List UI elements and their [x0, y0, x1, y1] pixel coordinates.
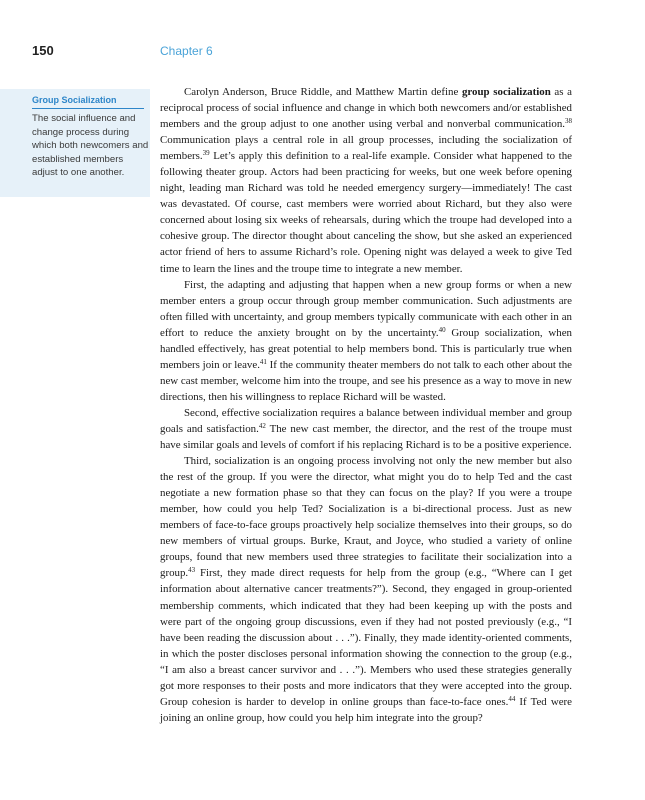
- text-segment: Let’s apply this definition to a real-life example. Consider what happened to the following theater group. Actors had been practicing for weeks, but one week before opening night, leading man Richard was told he needed emergency surgery—immediately! The cast was devastated. Of course, cast members were worried about Richard, but they also were concerned about losing six weeks of rehearsals, during which the troupe had developed into a cohesive group. The director thought about canceling the show, but she asked an experienced actor friend of hers to assume Richard’s role. Opening night was delayed a week to give Ted time to learn the lines and the troupe time to integrate a new member.: [160, 150, 572, 275]
- text-segment: Second, effective socialization requires a balance between individual member and group goals and satisfaction.: [160, 406, 572, 435]
- text-segment: The new cast member, the director, and the rest of the troupe must have similar goals and levels of comfort if his replacing Richard is to be a positive experience.: [160, 422, 573, 452]
- text-segment: Group socialization, when handled effectively, has great potential to help members bond. This is particularly true when members join or leave.: [160, 326, 572, 371]
- text-segment: Third, socialization is an ongoing process involving not only the new member but also the rest of the group. If you were the director, what might you do to help Ted and the cast negotiate a new formation phase so that they can focus on the play? If you were a troupe member, how could you help Ted? Socialization is a bi-directional process. Just as new members of face-to-face groups proactively help socialize themselves into their groups, so do new members of virtual groups. Burke, Kraut, and Joyce, who studied a variety of online groups, found that new members used three strategies to facilitate their socialization into a group.: [160, 455, 572, 580]
- text-segment: First, the adapting and adjusting that happen when a new group forms or when a new member enters a group occur through group member communication. Such adjustments are often filled with uncertainty, and group members typically communicate with each other in an effort to reduce the anxiety brought on by the uncertainty.: [160, 278, 572, 339]
- paragraph-4: [160, 453, 572, 726]
- text-segment: If the community theater members do not talk to each other about the new cast member, welcome him into the troupe, and see his presence as a way to move in new directions, then his willingness to replace Richard will be wasted.: [160, 358, 572, 403]
- glossary-definition: The social influence and change process during which both newcomers and established members adjust to one another.: [32, 113, 149, 179]
- paragraph-1: [160, 84, 572, 277]
- page-number: 150: [32, 43, 54, 58]
- text-segment: Carolyn Anderson, Bruce Riddle, and Matthew Martin define: [184, 86, 462, 98]
- citation-ref: 38: [565, 117, 572, 126]
- citation-ref: 39: [202, 149, 210, 158]
- key-term: group socialization: [461, 86, 551, 98]
- citation-ref: 42: [258, 421, 266, 430]
- text-segment: If Ted were joining an online group, how could you help him integrate into the group?: [160, 695, 573, 724]
- chapter-label: Chapter 6: [160, 44, 213, 58]
- paragraph-2: [160, 277, 572, 405]
- body-text: [160, 84, 572, 726]
- text-segment: Communication plays a central role in all group processes, including the socialization of members.: [160, 134, 572, 163]
- citation-ref: 41: [259, 357, 267, 366]
- citation-ref: 44: [508, 694, 516, 703]
- paragraph-3: [160, 405, 572, 453]
- citation-ref: 40: [438, 325, 446, 334]
- citation-ref: 43: [188, 566, 196, 575]
- text-segment: as a reciprocal process of social influence and change in which both newcomers and/or established members and the group adjust to one another using verbal and nonverbal communication.: [160, 86, 573, 131]
- text-segment: First, they made direct requests for help from the group (e.g., “Where can I get information about alternative cancer treatments?”). Second, they engaged in group-oriented membership comments, which indicated that they had been keeping up with the posts and were part of the ongoing group discussions, even if they had not posted previously (e.g., “I have been reading the discussion about . . .”). Finally, they made identity-oriented comments, in which the poster discloses personal information showing the connection to the group (e.g., “I am also a breast cancer survivor and . . .”). Members who used these strategies generally got more responses to their posts and more indicators that they were accepted into the group. Group cohesion is harder to develop in online groups than face-to-face ones.: [160, 567, 572, 708]
- glossary-term: Group Socialization: [32, 95, 144, 109]
